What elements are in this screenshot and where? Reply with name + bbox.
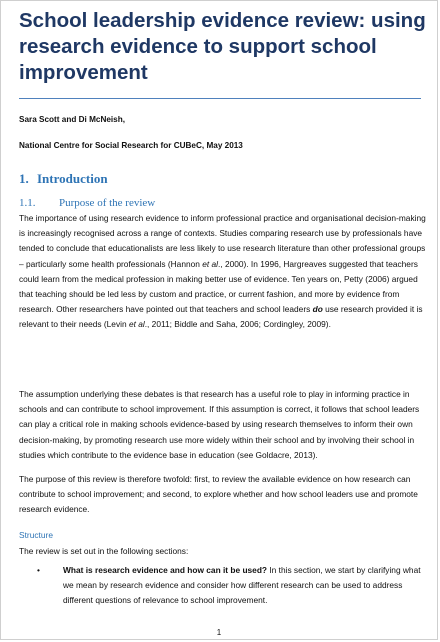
- paragraph-1-text-b: ., 2000). In 1996, Hargreaves suggested that teachers could learn from the medical profession in making better use of evidence. Ten years on, Petty (2006) argued that teaching should be led less by custom and practice, or current fashion, and more by evidence from research. Other researchers have pointed out that teachers and school leaders: [19, 258, 418, 315]
- paragraph-1-italic-a: et al: [202, 258, 218, 269]
- subsection-title: Purpose of the review: [59, 197, 156, 209]
- paragraph-1-text-a: The importance of using research evidence to inform professional practice and organisational decision-making is increasingly recognised across a range of contexts. Studies comparing research use by professionals have tended to conclude that educationalists are less likely to use research literature than other professional groups – particularly some health professionals (Hannon: [19, 213, 426, 269]
- paragraph-1-italic-c: et al: [128, 319, 145, 330]
- list-item-lead: What is research evidence and how can it be used?: [63, 565, 268, 575]
- affiliation: National Centre for Social Research for CUBeC, May 2013: [19, 141, 243, 150]
- list-item-body: In this section, we start by clarifying what we mean by research evidence and consider how different research can be used to address different questions of relevance to school improvement.: [63, 565, 421, 606]
- list-item: [37, 563, 421, 609]
- page-number: 1: [216, 628, 222, 637]
- structure-heading: Structure: [19, 530, 53, 540]
- bullet-marker: •: [37, 565, 40, 575]
- section-heading: [19, 171, 108, 187]
- subsection-number: 1.1.: [19, 197, 36, 209]
- paragraph-1: [19, 211, 427, 333]
- list-item-text: [63, 563, 421, 609]
- paragraph-1-text-d: ., 2011; Biddle and Saha, 2006; Cordingley, 2009).: [144, 319, 331, 330]
- paragraph-3: The purpose of this review is therefore twofold: first, to review the available evidence on how research can contribute to school improvement; and second, to explore whether and how school leaders use and promote research evidence.: [19, 474, 418, 515]
- subsection-heading: [19, 197, 155, 209]
- section-number: 1.: [19, 171, 29, 186]
- paragraph-4: The review is set out in the following sections:: [19, 546, 189, 556]
- paragraph-2: The assumption underlying these debates is that research has a useful role to play in informing practice in schools and can contribute to school improvement. If this assumption is correct, it follows that school leaders can play a critical role in making schools evidence-based by using research themselves to inform their own decision-making, by promoting research use more widely within their school and by involving their school in studies which contribute to the evidence base in education (see Goldacre, 2013).: [19, 389, 420, 460]
- section-title: Introduction: [37, 171, 108, 186]
- title-divider: [19, 98, 421, 99]
- paragraph-1-text-c: use research provided it is relevant to their needs (Levin: [19, 304, 423, 330]
- paragraph-1-emphasis-do: do: [312, 304, 323, 315]
- authors: Sara Scott and Di McNeish,: [19, 115, 126, 124]
- document-title: School leadership evidence review: using research evidence to support school improvement: [19, 9, 426, 84]
